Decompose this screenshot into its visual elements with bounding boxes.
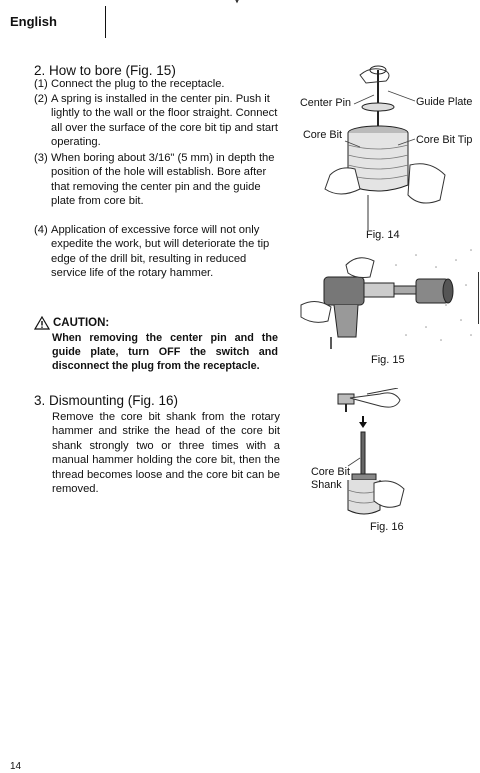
label-guide-plate: Guide Plate [416,96,473,108]
caution-text: When removing the center pin and the guide plate, turn OFF the switch and disconnect the plug from the receptacle. [52,332,278,372]
caution-heading [34,316,109,330]
list-item-number: (3) [34,152,48,164]
list-item [34,92,284,150]
list-item-number: (2) [34,93,48,105]
page-language-header: English [10,14,57,29]
page-number: 14 [10,761,22,772]
figure-14-caption: Fig. 14 [366,229,400,241]
label-core-bit-shank-line1: Core Bit [311,466,351,478]
header-divider [105,6,106,38]
label-core-bit: Core Bit [303,129,343,141]
figure-15-caption: Fig. 15 [371,354,405,366]
list-item-text: When boring about 3/16" (5 mm) in depth the position of the hole will establish. Bore after that removing the center pin and the guide plate from core bit. [51,152,275,208]
figure-16-illustration [330,388,410,520]
list-item-number: (1) [34,78,48,90]
list-item [34,151,284,209]
margin-rule [478,272,479,324]
dismounting-text: Remove the core bit shank from the rotary hammer and strike the head of the core bit shank strongly two or three times with a manual hammer holding the core bit, then the thread becomes loose and the core bit can be removed. [52,411,280,496]
section-heading-dismounting: 3. Dismounting (Fig. 16) [34,393,179,408]
list-item-text: A spring is installed in the center pin. Push it lightly to the wall or the floor straight. Connect all over the surface of the core bit tip and start operating. [51,93,278,149]
list-item-number: (4) [34,224,48,236]
list-item-text: Application of excessive force will not only expedite the work, but will deteriorate the tip edge of the drill bit, resulting in reduced service life of the rotary hammer. [51,224,270,280]
warning-triangle-icon [34,316,50,330]
list-item-text: Connect the plug to the receptacle. [51,78,225,90]
label-core-bit-tip: Core Bit Tip [416,134,473,146]
list-item [34,77,284,91]
caution-title: CAUTION: [53,317,110,329]
section-heading-how-to-bore: 2. How to bore (Fig. 15) [34,63,176,78]
label-center-pin: Center Pin [300,97,352,109]
list-item [34,223,284,281]
figure-16-caption: Fig. 16 [370,521,404,533]
print-mark [234,0,240,4]
label-core-bit-shank-line2: Shank [311,479,342,491]
figure-15-illustration [296,245,476,350]
